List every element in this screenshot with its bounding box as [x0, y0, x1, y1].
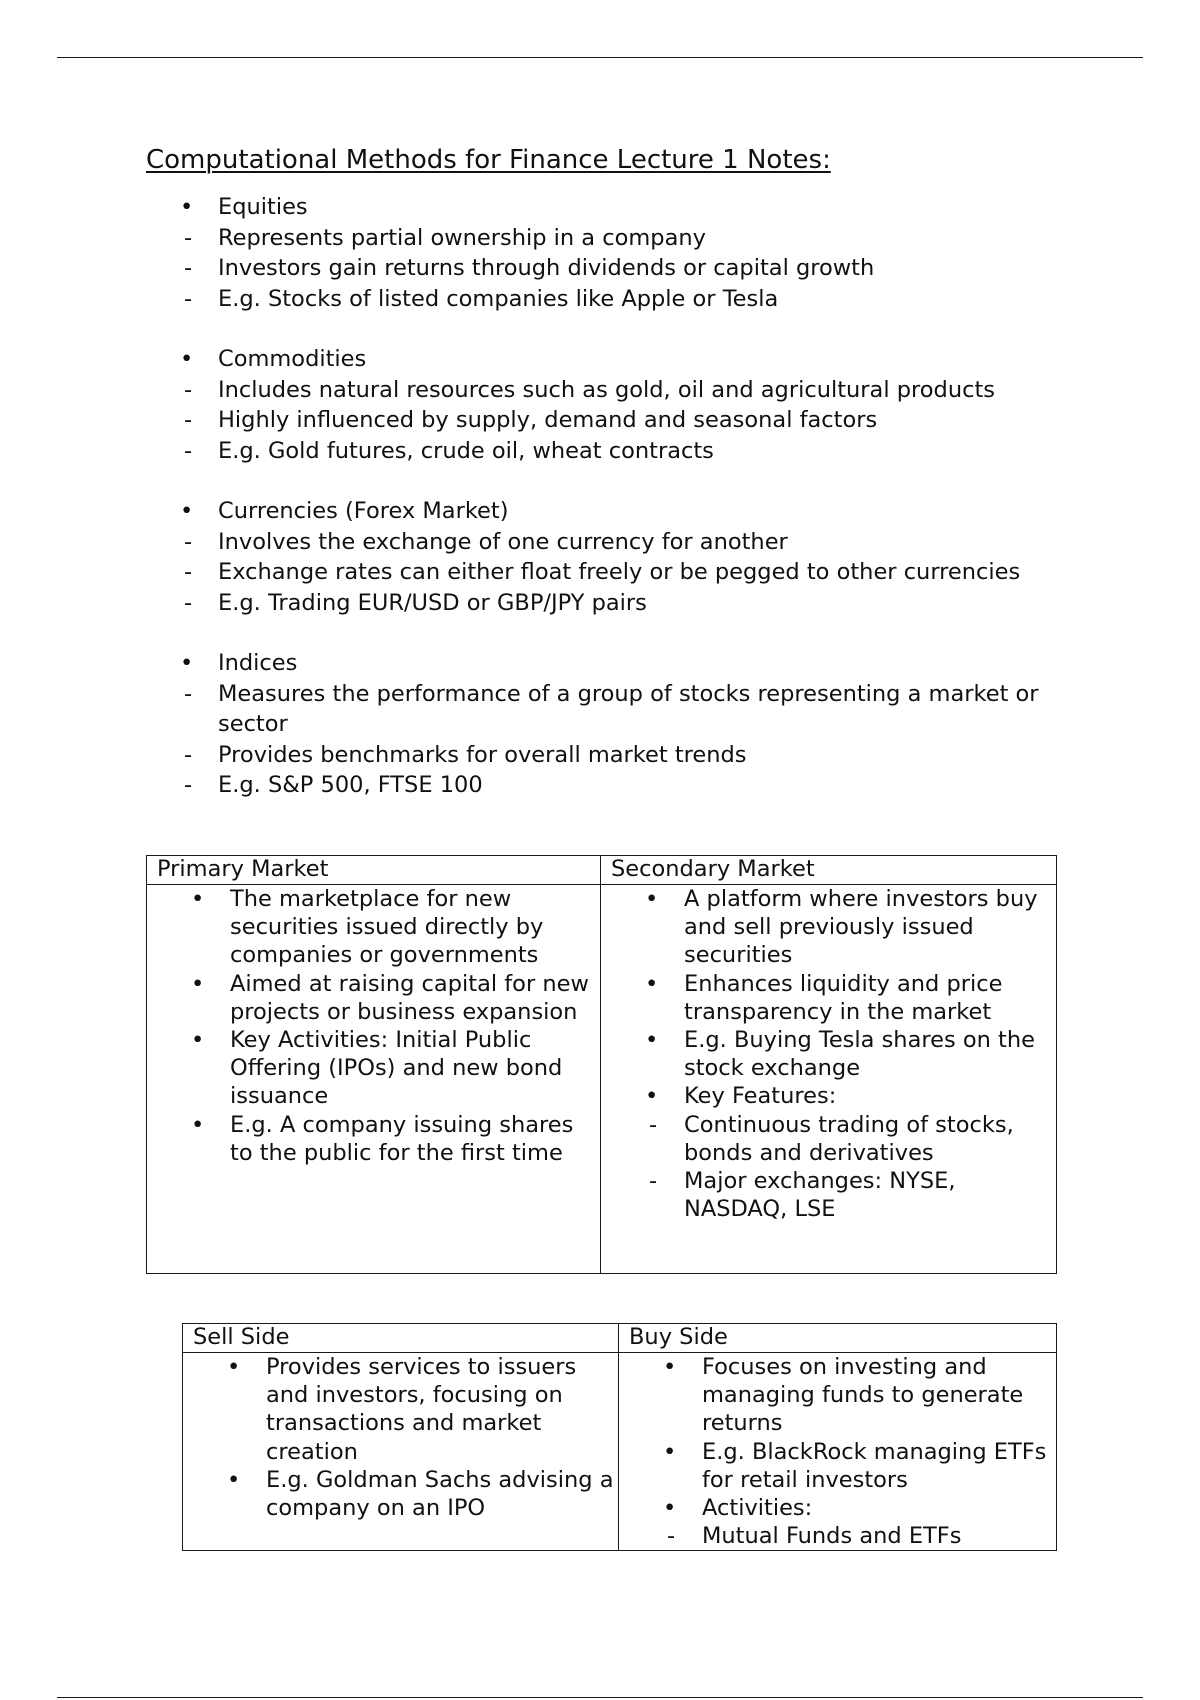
section-currencies — [0, 496, 1200, 618]
bullet-icon: • — [180, 650, 194, 676]
list-item: - Represents partial ownership in a company — [0, 223, 1078, 254]
list-item: - E.g. Stocks of listed companies like Apple or Tesla — [0, 284, 1078, 315]
dash-icon: - — [649, 1111, 658, 1138]
bullet-icon: • — [663, 1354, 677, 1380]
column-header-buy-side: Buy Side — [619, 1324, 1057, 1353]
dash-icon: - — [184, 224, 193, 251]
column-header-secondary-market: Secondary Market — [601, 856, 1057, 885]
bullet-icon: • — [191, 1111, 205, 1138]
list-item: - Involves the exchange of one currency for another — [0, 527, 1078, 558]
dash-icon: - — [184, 528, 193, 555]
dash-icon: - — [667, 1523, 676, 1550]
list-item: - Continuous trading of stocks, bonds and derivatives — [649, 1111, 1014, 1166]
section-heading: • Indices — [0, 648, 1078, 679]
dash-icon: - — [184, 407, 193, 433]
list-item: • E.g. Buying Tesla shares on the stock exchange — [645, 1027, 1035, 1082]
table-row — [183, 1353, 1057, 1551]
sell-buy-side-table — [182, 1323, 1057, 1551]
bullet-icon: • — [180, 346, 194, 372]
bullet-icon: • — [645, 1027, 659, 1054]
dash-icon: - — [184, 772, 193, 798]
bullet-icon: • — [180, 194, 194, 220]
bottom-border-line — [57, 1697, 1143, 1698]
list-item: - E.g. Trading EUR/USD or GBP/JPY pairs — [0, 588, 1078, 619]
bullet-icon: • — [227, 1466, 241, 1493]
dash-icon: - — [184, 741, 193, 768]
list-item: • Key Activities: Initial Public Offering (IPOs) and new bond issuance — [191, 1027, 563, 1110]
dash-icon: - — [184, 285, 193, 312]
list-item: - E.g. Gold futures, crude oil, wheat contracts — [0, 436, 1078, 467]
section-heading: • Equities — [0, 192, 1078, 223]
list-item: • Aimed at raising capital for new projects or business expansion — [191, 970, 589, 1025]
section-heading: • Commodities — [0, 344, 1078, 375]
list-item: • E.g. A company issuing shares to the public for the first time — [191, 1111, 574, 1166]
bullet-icon: • — [645, 1083, 659, 1110]
buy-side-cell — [619, 1353, 1057, 1551]
bullet-icon: • — [663, 1495, 677, 1522]
list-item: • Activities: — [663, 1495, 813, 1522]
sell-side-cell — [183, 1353, 619, 1551]
list-item: • A platform where investors buy and sell previously issued securities — [645, 886, 1038, 969]
list-item: • Focuses on investing and managing funds to generate returns — [663, 1354, 1024, 1437]
table-row — [147, 885, 1057, 1274]
dash-icon: - — [184, 680, 193, 707]
column-header-primary-market: Primary Market — [147, 856, 601, 885]
page-title: Computational Methods for Finance Lecture 1 Notes: — [146, 145, 831, 175]
section-commodities — [0, 344, 1200, 466]
dash-icon: - — [649, 1168, 658, 1195]
bullet-icon: • — [191, 886, 205, 912]
bullet-icon: • — [191, 1027, 205, 1054]
column-header-sell-side: Sell Side — [183, 1324, 619, 1353]
table-header-row — [183, 1324, 1057, 1353]
bullet-icon: • — [191, 970, 205, 997]
section-equities — [0, 192, 1200, 314]
dash-icon: - — [184, 376, 193, 403]
list-item: • Provides services to issuers and investors, focusing on transactions and market creation — [227, 1354, 577, 1465]
list-item: - Includes natural resources such as gold, oil and agricultural products — [0, 375, 1078, 406]
section-indices — [0, 648, 1200, 801]
notes-list — [0, 192, 1200, 831]
bullet-icon: • — [180, 498, 194, 524]
dash-icon: - — [184, 255, 193, 281]
dash-icon: - — [184, 589, 193, 616]
list-item: - Highly influenced by supply, demand and seasonal factors — [0, 405, 1078, 436]
list-item: • E.g. Goldman Sachs advising a company on an IPO — [227, 1466, 614, 1522]
secondary-market-cell — [601, 885, 1057, 1274]
list-item: - Provides benchmarks for overall market trends — [0, 740, 1078, 771]
bullet-icon: • — [663, 1438, 677, 1465]
list-item: • E.g. BlackRock managing ETFs for retail investors — [663, 1438, 1047, 1493]
table-header-row — [147, 856, 1057, 885]
dash-icon: - — [184, 559, 193, 585]
market-comparison-table — [146, 855, 1057, 1274]
list-item: • Key Features: — [645, 1083, 837, 1110]
list-item: - E.g. S&P 500, FTSE 100 — [0, 770, 1078, 801]
list-item: - Major exchanges: NYSE, NASDAQ, LSE — [649, 1168, 956, 1223]
bullet-icon: • — [645, 886, 659, 912]
list-item: - Measures the performance of a group of stocks representing a market or sector — [184, 680, 1039, 737]
top-border-line — [57, 57, 1143, 58]
list-item: - Investors gain returns through dividends or capital growth — [0, 253, 1078, 284]
primary-market-cell — [147, 885, 601, 1274]
section-heading: • Currencies (Forex Market) — [0, 496, 1078, 527]
list-item: • Enhances liquidity and price transparency in the market — [645, 970, 1003, 1025]
bullet-icon: • — [645, 970, 659, 997]
bullet-icon: • — [227, 1354, 241, 1380]
list-item: - Mutual Funds and ETFs — [667, 1523, 962, 1550]
list-item: - Exchange rates can either float freely or be pegged to other currencies — [0, 557, 1078, 588]
list-item: • The marketplace for new securities issued directly by companies or governments — [191, 886, 544, 969]
dash-icon: - — [184, 437, 193, 464]
